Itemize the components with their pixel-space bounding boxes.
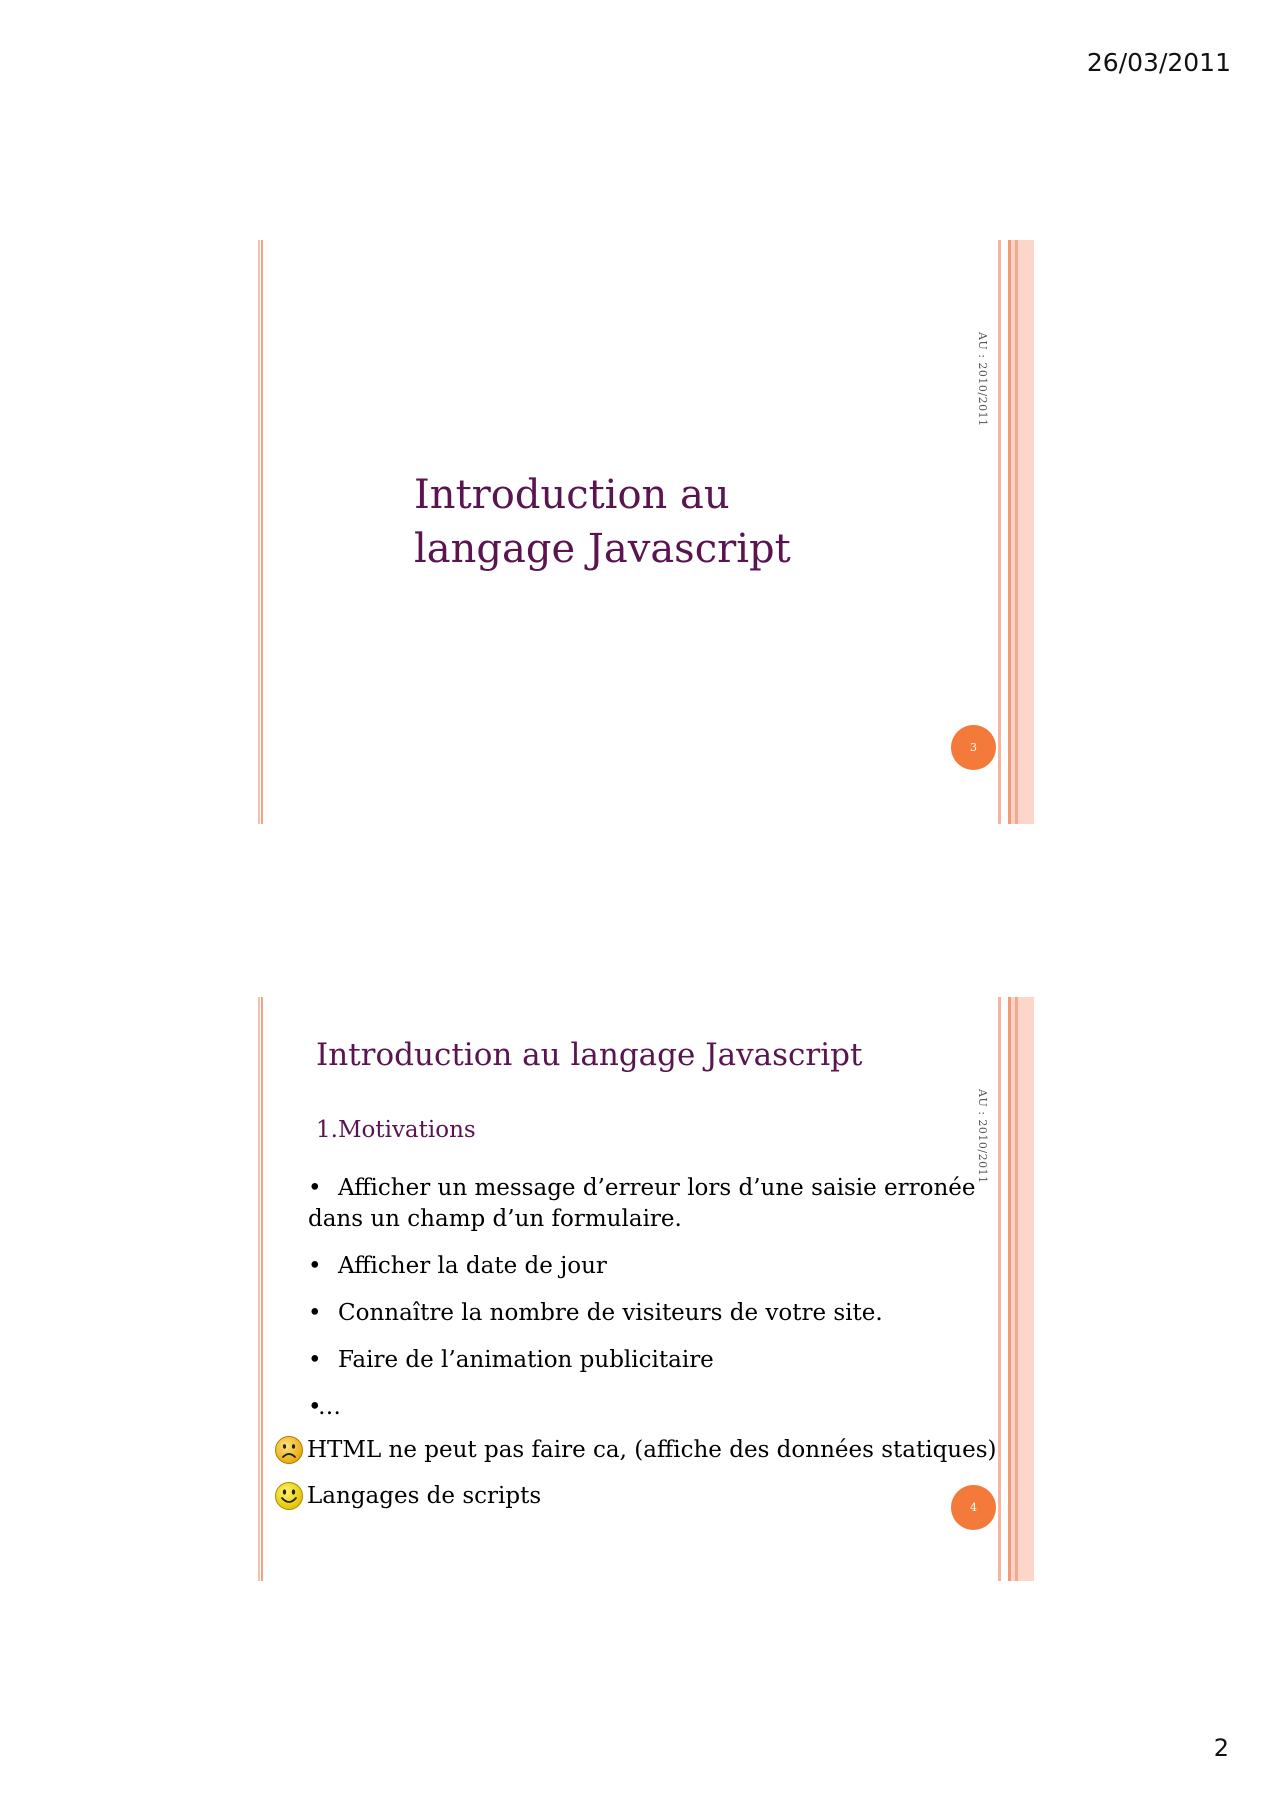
- list-item: • Faire de l’animation publicitaire: [308, 1347, 714, 1373]
- page-number: 2: [1213, 1734, 1229, 1762]
- list-item: • Afficher un message d’erreur lors d’une saisie erronée dans un champ d’un formulaire.: [308, 1175, 976, 1232]
- slide-4: [258, 997, 1034, 1581]
- right-band: [998, 240, 1034, 824]
- academic-year-label: AU : 2010/2011: [976, 332, 989, 427]
- bullet-list: [308, 1173, 1008, 1439]
- list-item: • Connaître la nombre de visiteurs de votre site.: [308, 1300, 883, 1326]
- happy-face-icon: [274, 1481, 304, 1511]
- slide-title: [414, 468, 791, 576]
- sad-line: [274, 1435, 997, 1465]
- sad-face-icon: [274, 1435, 304, 1465]
- left-rule: [258, 997, 263, 1581]
- list-item: •…: [308, 1394, 341, 1420]
- slide-title: Introduction au langage Javascript: [316, 1037, 863, 1073]
- bullet-text: Afficher la date de jour: [338, 1253, 607, 1279]
- slide-number-badge: 3: [951, 725, 996, 770]
- happy-line-text: Langages de scripts: [307, 1483, 542, 1509]
- slide-subtitle: 1.Motivations: [316, 1117, 476, 1143]
- bullet-text: Faire de l’animation publicitaire: [338, 1347, 714, 1373]
- left-rule: [258, 240, 263, 824]
- slide-title-line-2: langage Javascript: [414, 526, 791, 572]
- slide-title-line-1: Introduction au: [414, 472, 730, 518]
- academic-year-label: AU : 2010/2011: [976, 1089, 989, 1184]
- slide-3: [258, 240, 1034, 824]
- sad-line-text: HTML ne peut pas faire ca, (affiche des données statiques): [307, 1437, 997, 1463]
- bullet-text: Afficher un message d’erreur lors d’une saisie erronée dans un champ d’un formulaire.: [308, 1175, 976, 1232]
- list-item: • Afficher la date de jour: [308, 1253, 607, 1279]
- bullet-text: Connaître la nombre de visiteurs de votre site.: [338, 1300, 883, 1326]
- happy-line: [274, 1481, 541, 1511]
- slide-number-badge: 4: [951, 1485, 996, 1530]
- page-date: 26/03/2011: [1086, 48, 1231, 77]
- bullet-text: …: [318, 1394, 341, 1420]
